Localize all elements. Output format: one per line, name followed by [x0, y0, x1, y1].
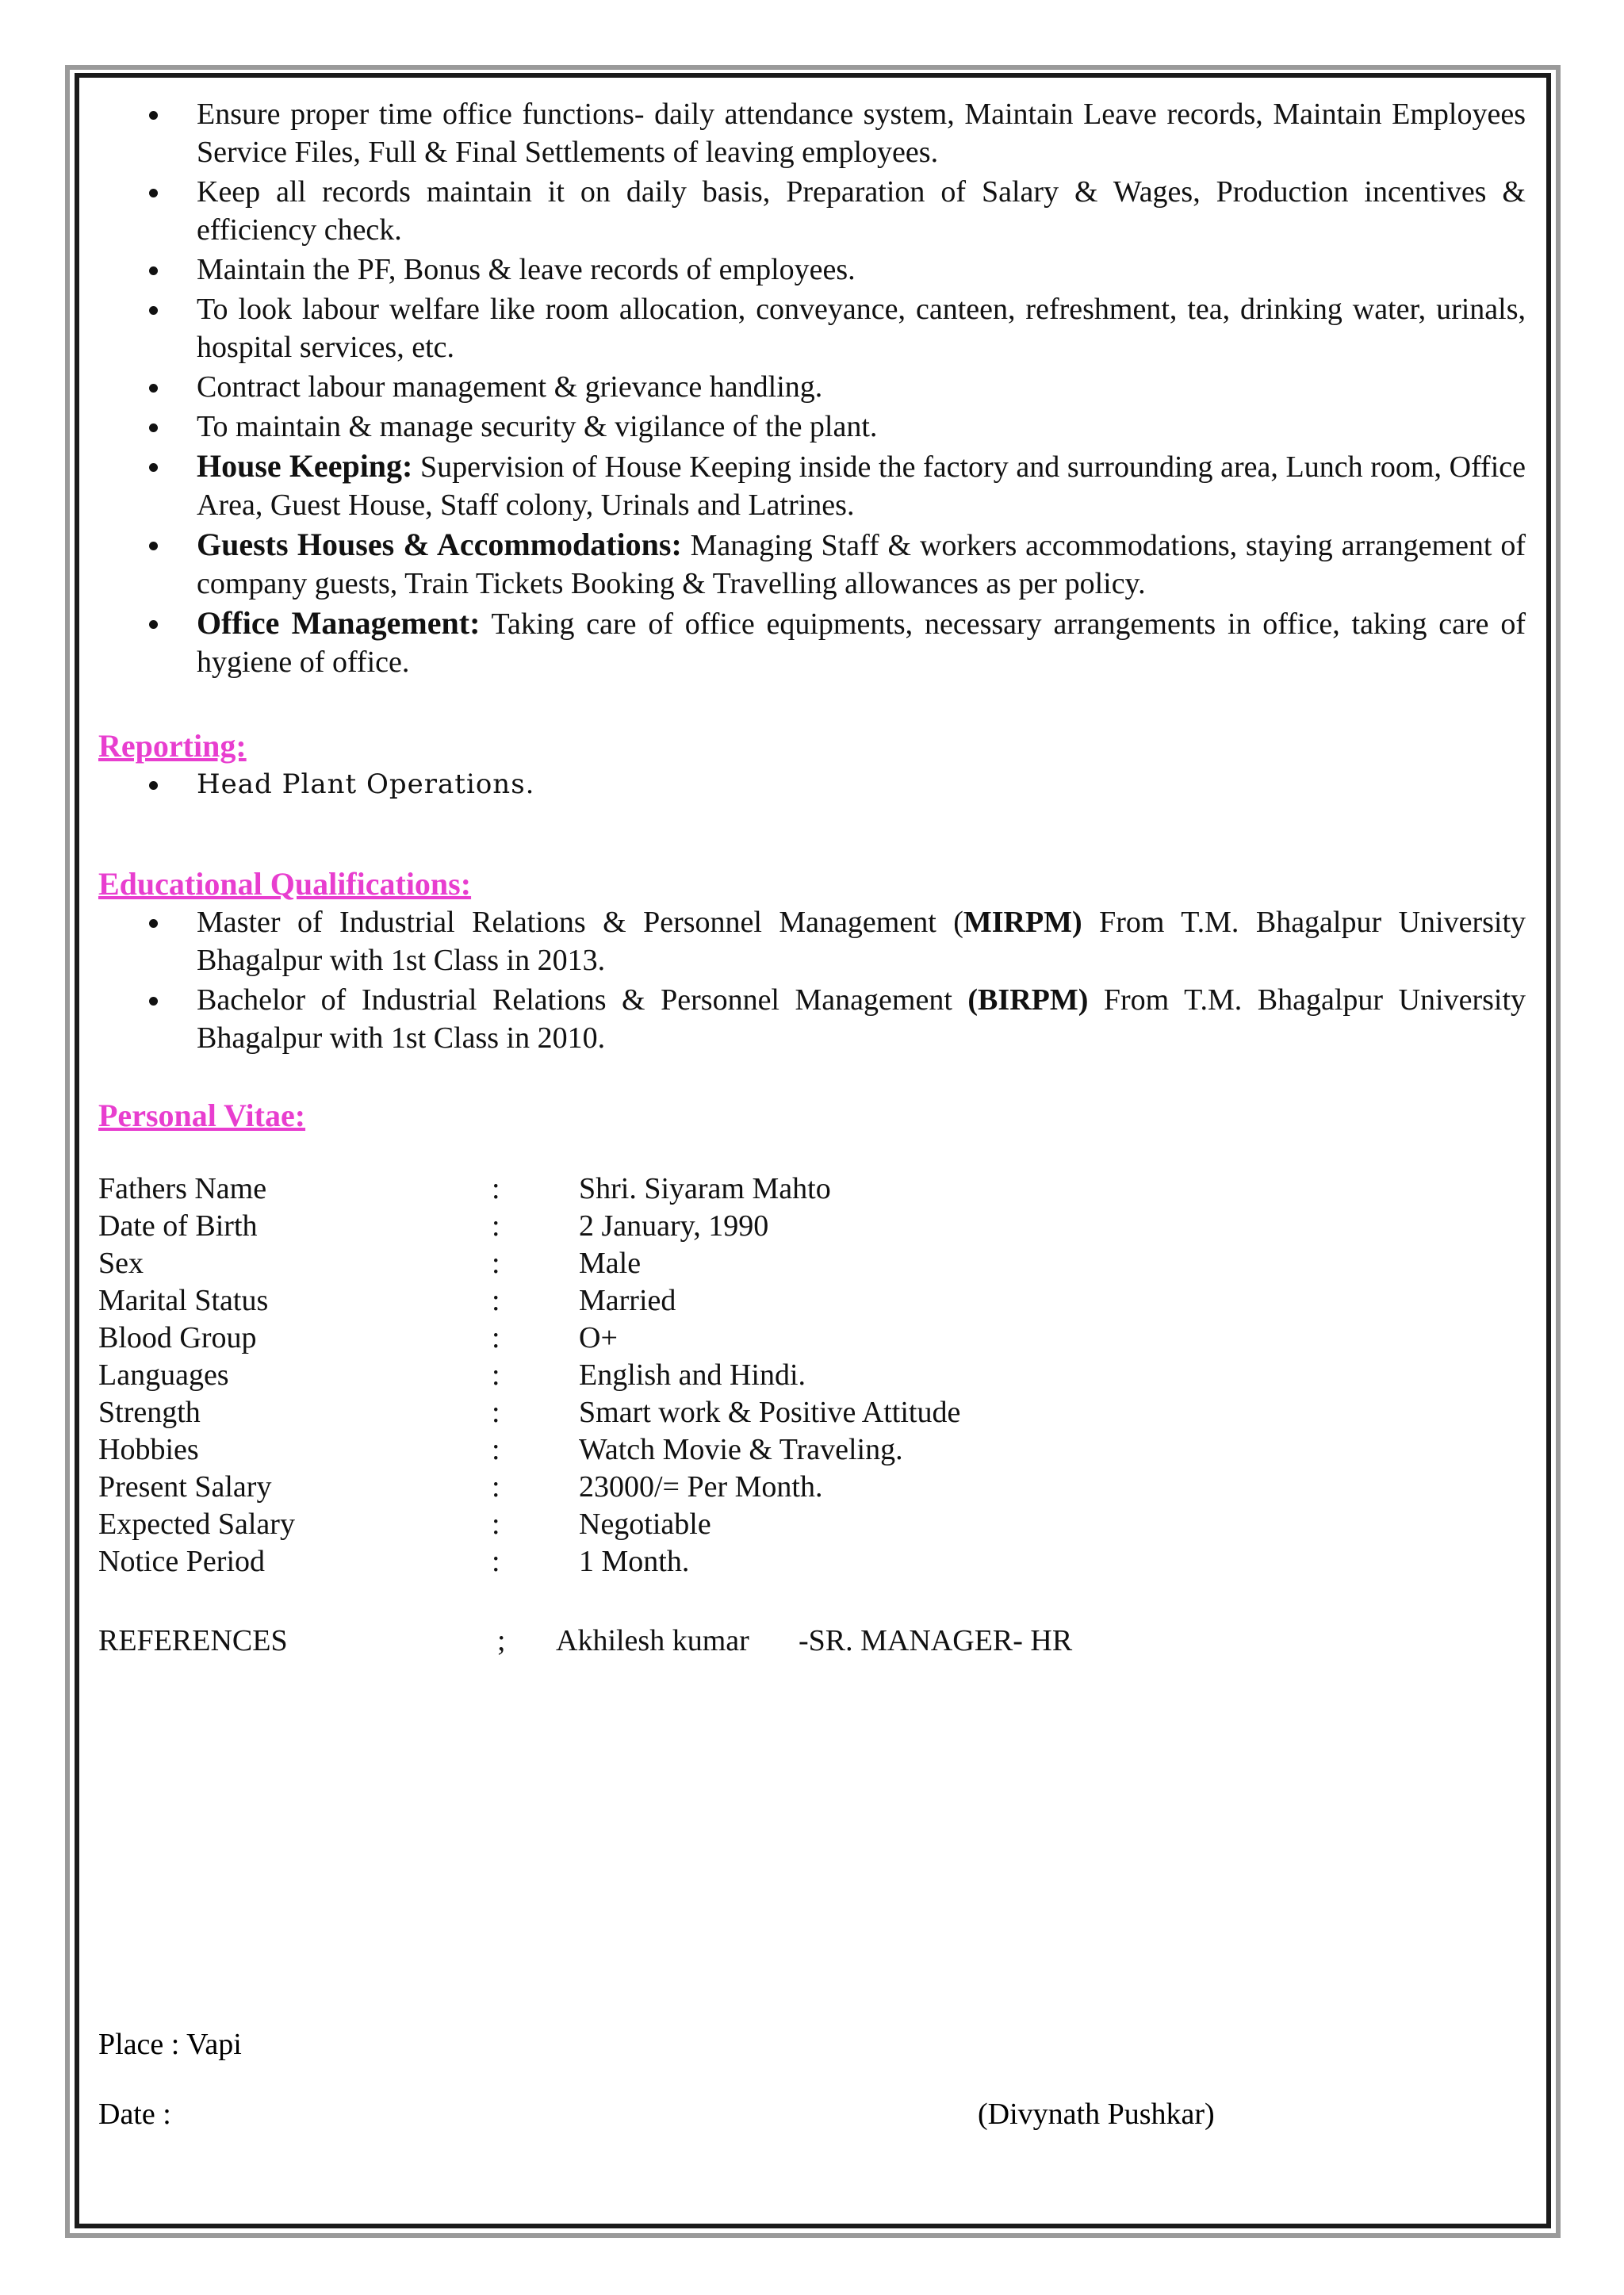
- vitae-separator: :: [492, 1470, 500, 1504]
- responsibility-text: To look labour welfare like room allocation, conveyance, canteen, refreshment, tea, drinking water, urinals, hospital services, etc.: [197, 293, 1526, 364]
- vitae-value: Shri. Siyaram Mahto: [579, 1172, 831, 1205]
- responsibility-text: Supervision of House Keeping inside the factory and surrounding area, Lunch room, Office Area, Guest House, Staff colony, Urinals and Latrines.: [197, 450, 1526, 522]
- vitae-separator: :: [492, 1433, 500, 1466]
- vitae-label: Present Salary: [98, 1470, 272, 1504]
- vitae-row: [98, 1170, 1526, 1207]
- education-text: From T.M. Bhagalpur University Bhagalpur with 1st Class in 2010.: [197, 983, 1526, 1055]
- degree-abbreviation: (BIRPM): [967, 983, 1089, 1017]
- vitae-value: 2 January, 1990: [579, 1209, 769, 1243]
- education-text: From T.M. Bhagalpur University Bhagalpur with 1st Class in 2013.: [197, 906, 1526, 977]
- vitae-separator: :: [492, 1396, 500, 1429]
- responsibility-term: Office Management:: [197, 605, 481, 641]
- vitae-separator: :: [492, 1247, 500, 1280]
- references-separator: ;: [497, 1624, 506, 1657]
- vitae-separator: :: [492, 1358, 500, 1392]
- responsibility-text: Ensure proper time office functions- daily attendance system, Maintain Leave records, Maintain Employees Service Files, Full & Final Settlements of leaving employees.: [197, 98, 1526, 169]
- responsibility-item: [98, 95, 1526, 171]
- vitae-label: Fathers Name: [98, 1172, 267, 1205]
- vitae-separator: :: [492, 1284, 500, 1317]
- degree-abbreviation: MIRPM): [963, 906, 1082, 939]
- reference-name: Akhilesh kumar: [556, 1624, 749, 1657]
- responsibility-item: [98, 368, 1526, 406]
- reporting-heading: Reporting:: [98, 728, 247, 764]
- signature-name: (Divynath Pushkar): [978, 2098, 1215, 2131]
- vitae-value: Male: [579, 1247, 642, 1280]
- responsibility-text: Contract labour management & grievance handling.: [197, 370, 823, 404]
- references-row: [98, 1622, 1526, 1660]
- responsibility-term: House Keeping:: [197, 448, 413, 484]
- vitae-value: English and Hindi.: [579, 1358, 806, 1392]
- education-text: Bachelor of Industrial Relations & Personnel Management: [197, 983, 968, 1017]
- reporting-list: [98, 765, 1526, 803]
- vitae-row: [98, 1468, 1526, 1505]
- vitae-label: Hobbies: [98, 1433, 199, 1466]
- vitae-value: Negotiable: [579, 1508, 711, 1541]
- resume-content: [98, 95, 1526, 1660]
- vitae-separator: :: [492, 1321, 500, 1354]
- responsibility-text: To maintain & manage security & vigilance of the plant.: [197, 410, 878, 443]
- vitae-value: Watch Movie & Traveling.: [579, 1433, 903, 1466]
- responsibility-text: Keep all records maintain it on daily basis, Preparation of Salary & Wages, Production incentives & efficiency check.: [197, 175, 1526, 247]
- vitae-row: [98, 1356, 1526, 1393]
- vitae-value: O+: [579, 1321, 618, 1354]
- reporting-item: Head Plant Operations.: [98, 765, 1526, 803]
- vitae-row: [98, 1505, 1526, 1542]
- personal-vitae-heading: Personal Vitae:: [98, 1098, 306, 1133]
- responsibility-item: [98, 251, 1526, 289]
- vitae-separator: :: [492, 1545, 500, 1578]
- vitae-label: Marital Status: [98, 1284, 269, 1317]
- vitae-label: Sex: [98, 1247, 144, 1280]
- education-list: [98, 903, 1526, 1057]
- responsibility-text: Taking care of office equipments, necessary arrangements in office, taking care of hygiene of office.: [197, 607, 1526, 679]
- responsibility-item: [98, 173, 1526, 249]
- vitae-value: Smart work & Positive Attitude: [579, 1396, 961, 1429]
- place-line: Place : Vapi: [98, 2028, 242, 2061]
- vitae-separator: :: [492, 1508, 500, 1541]
- personal-vitae-table: [98, 1170, 1526, 1580]
- vitae-label: Expected Salary: [98, 1508, 295, 1541]
- education-item: [98, 903, 1526, 979]
- responsibility-item: [98, 604, 1526, 681]
- responsibility-item: [98, 447, 1526, 524]
- vitae-label: Date of Birth: [98, 1209, 258, 1243]
- responsibility-item: [98, 290, 1526, 366]
- vitae-separator: :: [492, 1172, 500, 1205]
- vitae-row: [98, 1319, 1526, 1356]
- vitae-label: Blood Group: [98, 1321, 257, 1354]
- vitae-separator: :: [492, 1209, 500, 1243]
- references-label: REFERENCES: [98, 1624, 288, 1657]
- reference-title: -SR. MANAGER- HR: [799, 1624, 1073, 1657]
- responsibilities-list: [98, 95, 1526, 681]
- vitae-row: [98, 1542, 1526, 1580]
- vitae-row: [98, 1282, 1526, 1319]
- vitae-label: Notice Period: [98, 1545, 266, 1578]
- date-line: Date :: [98, 2098, 171, 2131]
- vitae-row: [98, 1393, 1526, 1431]
- vitae-row: [98, 1207, 1526, 1244]
- vitae-value: 1 Month.: [579, 1545, 690, 1578]
- responsibility-text: Maintain the PF, Bonus & leave records of employees.: [197, 253, 856, 286]
- responsibility-term: Guests Houses & Accommodations:: [197, 527, 682, 562]
- vitae-row: [98, 1431, 1526, 1468]
- responsibility-text: Managing Staff & workers accommodations, staying arrangement of company guests, Train Tickets Booking & Travelling allowances as per policy.: [197, 529, 1526, 600]
- education-heading: Educational Qualifications:: [98, 866, 472, 902]
- responsibility-item: [98, 526, 1526, 603]
- vitae-value: Married: [579, 1284, 676, 1317]
- education-item: [98, 981, 1526, 1057]
- vitae-value: 23000/= Per Month.: [579, 1470, 823, 1504]
- vitae-label: Languages: [98, 1358, 229, 1392]
- education-text: Master of Industrial Relations & Personnel Management (: [197, 906, 963, 939]
- vitae-row: [98, 1244, 1526, 1282]
- vitae-label: Strength: [98, 1396, 201, 1429]
- responsibility-item: [98, 408, 1526, 446]
